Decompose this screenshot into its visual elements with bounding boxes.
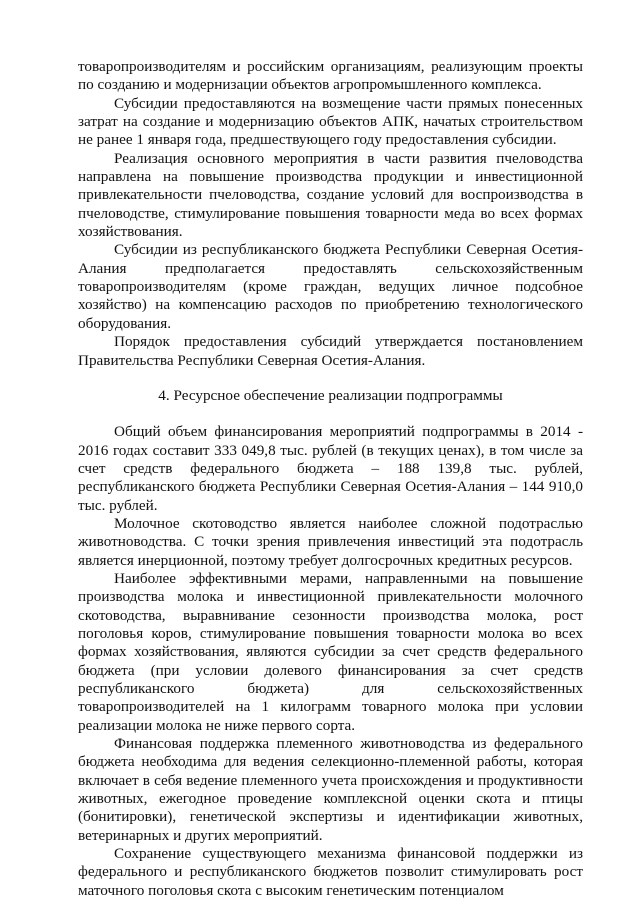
paragraph-support-mechanism: Сохранение существующего механизма финансовой поддержки из федерального и республиканского бюджетов позволит стимулировать рост маточного поголовья скота с высоким генетическим потенциалом <box>78 845 583 899</box>
paragraph-total-funding: Общий объем финансирования мероприятий подпрограммы в 2014 - 2016 годах составит 333 049,8 тыс. рублей (в текущих ценах), в том числе за счет средств федерального бюджета – 188 139,8 тыс. рублей, республиканского бюджета Республики Северная Осетия-Алания – 144 910,0 тыс. рублей. <box>78 423 583 514</box>
paragraph-republic-subsidies: Субсидии из республиканского бюджета Республики Северная Осетия-Алания предполагается предоставлять сельскохозяйственным товаропроизводителям (кроме граждан, ведущих личное подсобное хозяйство) на компенсацию расходов по приобретению технологического оборудования. <box>78 241 583 332</box>
paragraph-continuation: товаропроизводителям и российским организациям, реализующим проекты по созданию и модернизации объектов агропромышленного комплекса. <box>78 58 583 94</box>
paragraph-beekeeping: Реализация основного мероприятия в части развития пчеловодства направлена на повышение производства продукции и инвестиционной привлекательности пчеловодства, создание условий для воспроизводства в пчеловодстве, стимулирование повышения товарности меда во всех формах хозяйствования. <box>78 149 583 241</box>
paragraph-dairy-farming: Молочное скотоводство является наиболее сложной подотраслью животноводства. С точки зрения привлечения инвестиций эта подотрасль является инерционной, поэтому требует долгосрочных кредитных ресурсов. <box>78 514 583 569</box>
section-heading: 4. Ресурсное обеспечение реализации подпрограммы <box>158 386 503 404</box>
paragraph-milk-measures: Наиболее эффективными мерами, направленными на повышение производства молока и инвестиционной привлекательности молочного скотоводства, выравнивание сезонности производства молока, рост поголовья коров, стимулирование повышения товарности молока во всех формах хозяйствования, являются субсидии за счет средств федерального бюджета (при условии долевого финансирования за счет средств республиканского бюджета) для сельскохозяйственных товаропроизводителей на 1 килограмм товарного молока при условии реализации молока не ниже первого сорта. <box>78 569 583 734</box>
paragraph-subsidies-apk: Субсидии предоставляются на возмещение части прямых понесенных затрат на создание и модернизацию объектов АПК, начатых строительством не ранее 1 января года, предшествующего году предоставления субсидии. <box>78 94 583 149</box>
paragraph-subsidy-procedure: Порядок предоставления субсидий утверждается постановлением Правительства Республики Северная Осетия-Алания. <box>78 333 583 369</box>
document-page <box>78 58 583 900</box>
paragraph-breeding-support: Финансовая поддержка племенного животноводства из федерального бюджета необходима для ведения селекционно-племенной работы, которая включает в себя ведение племенного учета происхождения и продуктивности животных, ежегодное проведение комплексной оценки скота и птицы (бонитировки), генетической экспертизы и идентификации животных, ветеринарных и других мероприятий. <box>78 735 583 844</box>
